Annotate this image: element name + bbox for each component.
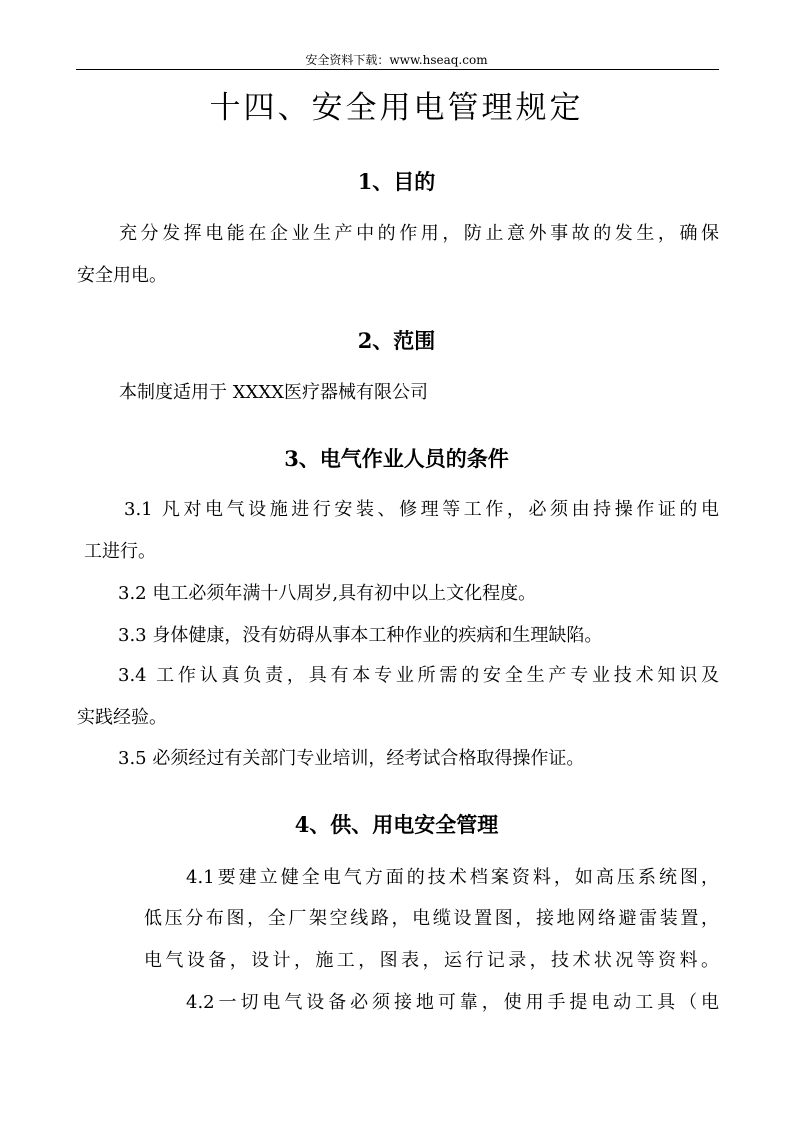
paragraph-line: 安全用电。 bbox=[77, 265, 167, 286]
section-heading-personnel: 3、电气作业人员的条件 bbox=[284, 446, 509, 471]
header-divider bbox=[76, 69, 719, 70]
paragraph-line: 3.2 电工必须年满十八周岁,具有初中以上文化程度。 bbox=[118, 583, 537, 604]
paragraph-line: 工进行。 bbox=[84, 541, 156, 562]
paragraph-line: 充分发挥电能在企业生产中的作用，防止意外事故的发生，确保 bbox=[119, 223, 719, 244]
paragraph-line: 3.3 身体健康，没有妨碍从事本工种作业的疾病和生理缺陷。 bbox=[118, 625, 603, 646]
section-heading-scope: 2、范围 bbox=[357, 328, 436, 353]
paragraph-line: 3.1 凡对电气设施进行安装、修理等工作，必须由持操作证的电 bbox=[124, 499, 719, 520]
section-heading-purpose: 1、目的 bbox=[357, 169, 436, 194]
paragraph-line: 3.5 必须经过有关部门专业培训，经考试合格取得操作证。 bbox=[118, 748, 585, 769]
paragraph-line: 4.2一切电气设备必须接地可靠，使用手提电动工具（电 bbox=[186, 992, 719, 1013]
header-text: 安全资料下载：www.hseaq.com bbox=[305, 53, 488, 67]
paragraph-line: 3.4 工作认真负责，具有本专业所需的安全生产专业技术知识及 bbox=[118, 665, 719, 686]
document-title: 十四、安全用电管理规定 bbox=[209, 90, 584, 126]
paragraph-line: 本制度适用于 XXXX医疗器械有限公司 bbox=[119, 382, 428, 403]
paragraph-line: 低压分布图，全厂架空线路，电缆设置图，接地网络避雷装置， bbox=[144, 908, 719, 929]
paragraph-line: 4.1要建立健全电气方面的技术档案资料，如高压系统图， bbox=[186, 867, 719, 888]
paragraph-line: 电气设备，设计，施工，图表，运行记录，技术状况等资料。 bbox=[144, 950, 719, 971]
paragraph-line: 实践经验。 bbox=[77, 707, 167, 728]
section-heading-supply: 4、供、用电安全管理 bbox=[294, 812, 499, 837]
